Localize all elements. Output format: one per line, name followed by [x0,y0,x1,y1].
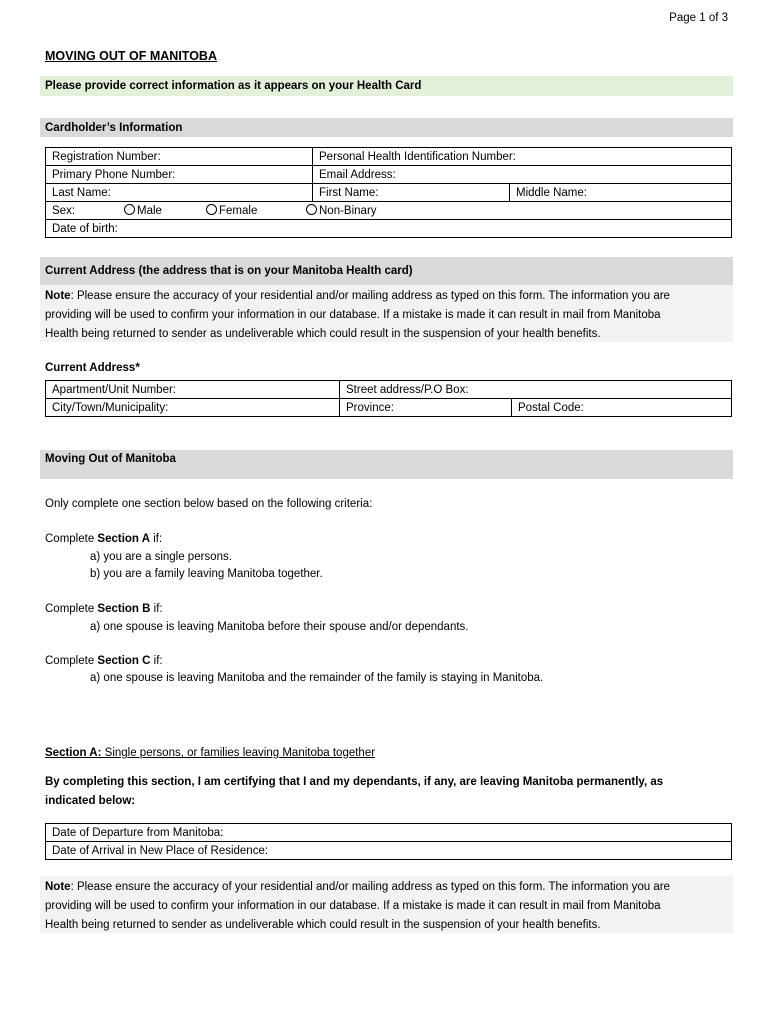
if-word: if: [153,533,163,545]
first-name-field[interactable]: First Name: [313,184,510,202]
male-label: Male [137,205,162,217]
sex-row [46,202,732,220]
list-item: a) you are a single persons. [90,551,232,563]
registration-number-field[interactable]: Registration Number: [46,148,313,166]
non-binary-label: Non-Binary [319,205,377,217]
health-card-notice-text: Please provide correct information as it appears on your Health Card [45,80,422,92]
current-address-heading-text: Current Address (the address that is on your Manitoba Health card) [45,265,413,277]
departure-table [45,823,732,860]
moving-out-heading-text: Moving Out of Manitoba [45,453,176,465]
sex-label: Sex: [52,205,76,217]
section-b-label: Section B [97,603,151,615]
section-a-heading-rest: Single persons, or families leaving Manitoba together [101,747,376,759]
city-field[interactable]: City/Town/Municipality: [46,399,340,417]
note-label: Note [45,290,71,302]
note-line-1: : Please ensure the accuracy of your residential and/or mailing address as typed on this form. The information you are [70,881,670,893]
note-label: Note [45,881,71,893]
email-field[interactable]: Email Address: [313,166,732,184]
current-address-note [40,285,733,342]
note-line-3: Health being returned to sender as undeliverable which could result in the suspension of your health benefits. [45,328,601,340]
departure-date-field[interactable]: Date of Departure from Manitoba: [46,824,732,842]
page-number: Page 1 of 3 [669,12,728,24]
cardholder-heading [40,118,733,137]
middle-name-field[interactable]: Middle Name: [510,184,732,202]
note-line-1: : Please ensure the accuracy of your residential and/or mailing address as typed on this form. The information you are [70,290,670,302]
date-of-birth-field[interactable]: Date of birth: [46,220,732,238]
section-a-heading-bold: Section A: [45,747,102,759]
note-line-3: Health being returned to sender as undeliverable which could result in the suspension of your health benefits. [45,919,601,931]
if-word: if: [153,655,163,667]
current-address-label: Current Address* [45,362,140,374]
complete-word: Complete [45,655,95,667]
complete-word: Complete [45,603,95,615]
street-field[interactable]: Street address/P.O Box: [340,381,732,399]
male-radio[interactable] [124,204,135,215]
sex-option-non-binary[interactable] [306,205,377,217]
female-label: Female [219,205,258,217]
current-address-heading [40,257,733,285]
sex-option-female[interactable] [206,204,306,217]
list-item: a) one spouse is leaving Manitoba and the remainder of the family is staying in Manitoba. [90,672,544,684]
primary-phone-field[interactable]: Primary Phone Number: [46,166,313,184]
moving-out-intro: Only complete one section below based on the following criteria: [45,498,373,510]
province-field[interactable]: Province: [340,399,512,417]
note-line-2: providing will be used to confirm your information in our database. If a mistake is made it can result in mail from Manitoba [45,309,661,321]
section-b-criteria [45,603,163,615]
list-item: b) you are a family leaving Manitoba together. [90,568,323,580]
page-title: MOVING OUT OF MANITOBA [45,49,217,63]
section-c-criteria [45,655,163,667]
section-a-note [40,876,733,933]
section-c-label: Section C [97,655,151,667]
last-name-field[interactable]: Last Name: [46,184,313,202]
section-a-heading [45,747,375,759]
female-radio[interactable] [206,204,217,215]
moving-out-heading [40,450,733,479]
complete-word: Complete [45,533,95,545]
current-address-table [45,380,732,417]
phin-field[interactable]: Personal Health Identification Number: [313,148,732,166]
if-word: if: [153,603,163,615]
cardholder-heading-text: Cardholder’s Information [45,121,183,134]
certify-line-2: indicated below: [45,795,136,807]
section-a-criteria [45,533,162,545]
health-card-notice [40,76,733,96]
section-a-label: Section A [97,533,151,545]
cardholder-table [45,147,732,238]
note-line-2: providing will be used to confirm your information in our database. If a mistake is made it can result in mail from Manitoba [45,900,661,912]
sex-option-male[interactable] [124,204,206,217]
certify-line-1: By completing this section, I am certifying that I and my dependants, if any, are leaving Manitoba permanently, as [45,776,664,788]
non-binary-radio[interactable] [306,204,317,215]
arrival-date-field[interactable]: Date of Arrival in New Place of Residence: [46,842,732,860]
list-item: a) one spouse is leaving Manitoba before their spouse and/or dependants. [90,621,469,633]
apartment-field[interactable]: Apartment/Unit Number: [46,381,340,399]
postal-code-field[interactable]: Postal Code: [512,399,732,417]
